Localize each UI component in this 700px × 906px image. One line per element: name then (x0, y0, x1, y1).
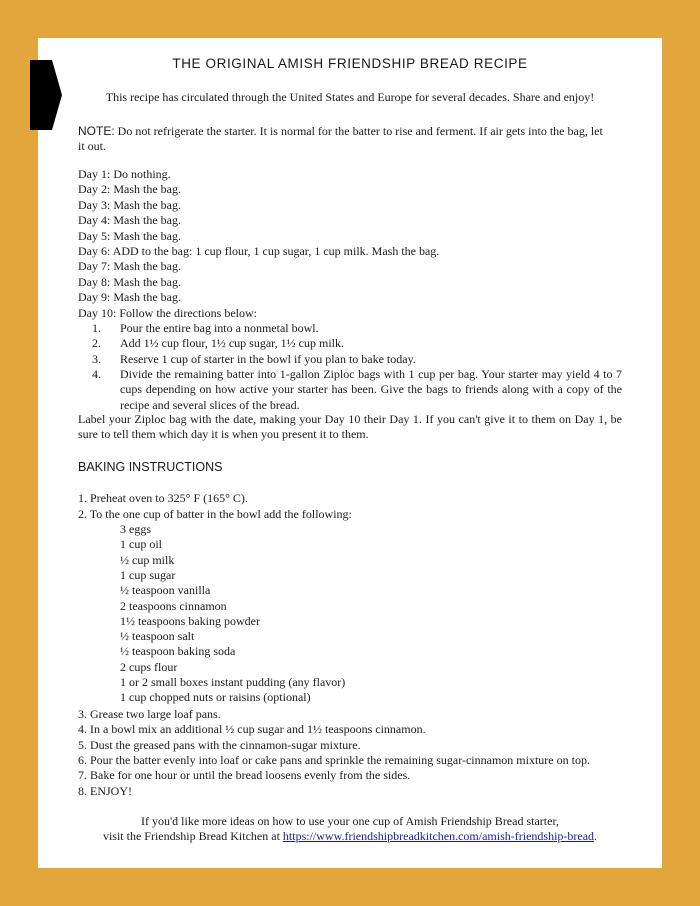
intro-text: This recipe has circulated through the United States and Europe for several decades. Share and enjoy! (105, 90, 595, 104)
ingredient-item: 2 cups flour (120, 659, 178, 674)
baking-heading: BAKING INSTRUCTIONS (78, 460, 223, 474)
step-text: Add 1½ cup flour, 1½ cup sugar, 1½ cup milk. (120, 336, 345, 350)
ingredient-item: ½ teaspoon baking soda (120, 644, 236, 659)
day-item: Day 7: Mash the bag. (78, 259, 181, 274)
step-number: 1. (92, 321, 101, 335)
note-line-2: it out. (78, 139, 107, 153)
ingredient-item: ½ cup milk (120, 552, 175, 567)
ingredient-item: ½ teaspoon salt (120, 629, 195, 644)
day-item: Day 1: Do nothing. (78, 167, 171, 181)
day-item: Day 9: Mash the bag. (78, 290, 181, 305)
baking-step-1: 1. Preheat oven to 325° F (165° C). (78, 491, 248, 505)
note-text-1: Do not refrigerate the starter. It is normal for the batter to rise and ferment. If air gets into the bag, let (114, 124, 603, 138)
note-label: NOTE: (78, 124, 115, 138)
step-number: 2. (92, 336, 101, 350)
baking-step-2: 2. To the one cup of batter in the bowl add the following: (78, 507, 352, 521)
baking-step: 6. Pour the batter evenly into loaf or cake pans and sprinkle the remaining sugar-cinnamon mixture on top. (78, 752, 590, 767)
step-number: 4. (92, 367, 101, 381)
ingredient-item: 1 cup chopped nuts or raisins (optional) (120, 690, 311, 705)
baking-step: 3. Grease two large loaf pans. (78, 707, 221, 721)
baking-step: 5. Dust the greased pans with the cinnamon-sugar mixture. (78, 737, 361, 752)
ingredient-item: 1 cup sugar (120, 567, 176, 582)
step-text: Divide the remaining batter into 1-gallon Ziploc bags with 1 cup per bag. Your starter may yield 4 to 7 cups depending on how active your starter has been. Give the bags to friends along with a copy of the recipe and several slices of the bread. (120, 367, 622, 412)
day-item: Day 6: ADD to the bag: 1 cup flour, 1 cup sugar, 1 cup milk. Mash the bag. (78, 244, 440, 258)
footer-line-2 (78, 829, 622, 844)
ingredient-item: 3 eggs (120, 522, 151, 536)
day-item: Day 2: Mash the bag. (78, 182, 181, 197)
step-text: Pour the entire bag into a nonmetal bowl. (120, 321, 319, 335)
baking-step: 4. In a bowl mix an additional ½ cup sugar and 1½ teaspoons cinnamon. (78, 722, 426, 737)
ingredient-item: ½ teaspoon vanilla (120, 583, 211, 598)
black-tab-marker (30, 60, 62, 130)
day-item: Day 5: Mash the bag. (78, 228, 181, 243)
baking-step: 8. ENJOY! (78, 783, 132, 798)
page-title: THE ORIGINAL AMISH FRIENDSHIP BREAD RECIPE (172, 56, 528, 71)
footer-suffix: . (594, 829, 598, 843)
step-text: Reserve 1 cup of starter in the bowl if you plan to bake today. (120, 352, 416, 366)
step-number: 3. (92, 352, 101, 366)
day-item: Day 4: Mash the bag. (78, 213, 181, 228)
day-item: Day 10: Follow the directions below: (78, 305, 257, 320)
ingredient-item: 2 teaspoons cinnamon (120, 598, 227, 613)
baking-step: 7. Bake for one hour or until the bread loosens evenly from the sides. (78, 768, 411, 783)
day-item: Day 3: Mash the bag. (78, 197, 181, 212)
ingredient-item: 1½ teaspoons baking powder (120, 613, 260, 628)
footer-prefix: visit the Friendship Bread Kitchen at (102, 829, 283, 843)
note-line-1 (78, 124, 603, 139)
friendship-bread-link[interactable]: https://www.friendshipbreadkitchen.com/amish-friendship-bread (282, 829, 595, 843)
ingredient-item: 1 or 2 small boxes instant pudding (any flavor) (120, 675, 346, 689)
footer-line-1: If you'd like more ideas on how to use your one cup of Amish Friendship Bread starter, (141, 814, 559, 828)
ingredient-item: 1 cup oil (120, 537, 162, 552)
label-note: Label your Ziploc bag with the date, making your Day 10 their Day 1. If you can't give it to them on Day 1, be sure to tell them which day it is when you present it to them. (78, 412, 622, 442)
day-item: Day 8: Mash the bag. (78, 274, 181, 289)
